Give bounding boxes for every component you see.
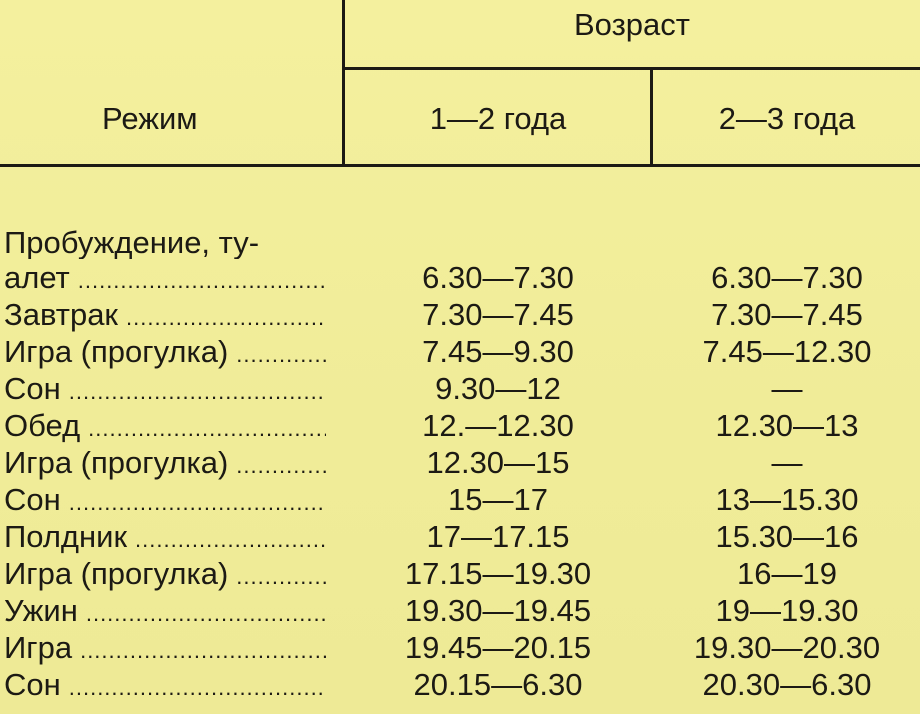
table-row	[0, 629, 920, 666]
table-row	[0, 481, 920, 518]
leader-dots	[69, 669, 326, 706]
time-cell-1-2-years: 7.30—7.45	[422, 297, 574, 332]
divider-vertical-main	[342, 0, 345, 166]
time-cell-1-2-years: 12.30—15	[426, 445, 570, 480]
leader-dots	[78, 262, 326, 299]
time-cell-1-2-years: 19.30—19.45	[404, 593, 592, 628]
table-row	[0, 518, 920, 555]
table-row	[0, 444, 920, 481]
time-cell-2-3-years: —	[771, 445, 803, 480]
activity-cell	[4, 444, 334, 484]
activity-cell	[4, 407, 334, 447]
activity-cell	[4, 333, 334, 373]
activity-cell	[4, 629, 334, 669]
leader-dots	[69, 484, 326, 521]
activity-cell	[4, 227, 334, 259]
time-cell-1-2-years: 17—17.15	[426, 519, 570, 554]
leader-dots	[80, 632, 326, 669]
activity-label: Завтрак	[4, 297, 118, 332]
table-row	[0, 259, 920, 296]
leader-dots	[88, 410, 326, 447]
time-cell-1-2-years: 9.30—12	[435, 371, 561, 406]
time-cell-2-3-years: 20.30—6.30	[702, 667, 872, 702]
time-cell-1-2-years: 19.45—20.15	[404, 630, 592, 665]
time-cell-2-3-years: 16—19	[737, 556, 837, 591]
leader-dots	[236, 447, 326, 484]
leader-dots	[69, 373, 326, 410]
table-row	[0, 296, 920, 333]
leader-dots	[135, 521, 326, 558]
time-cell-2-3-years: 15.30—16	[715, 519, 859, 554]
activity-cell	[4, 666, 334, 706]
divider-vertical-age-columns	[650, 68, 653, 166]
activity-label: Игра (прогулка)	[4, 445, 229, 480]
activity-label: Игра (прогулка)	[4, 334, 229, 369]
leader-dots	[126, 299, 326, 336]
time-cell-1-2-years: 20.15—6.30	[413, 667, 583, 702]
header-mode-label: Режим	[102, 101, 198, 136]
time-cell-2-3-years: 19—19.30	[715, 593, 859, 628]
divider-horizontal-header	[0, 164, 920, 167]
table-row	[0, 592, 920, 629]
activity-label: Обед	[4, 408, 81, 443]
table-row	[0, 333, 920, 370]
activity-label: Пробуждение, ту-	[4, 227, 260, 259]
table-row	[0, 555, 920, 592]
activity-cell	[4, 555, 334, 595]
time-cell-2-3-years: 7.45—12.30	[702, 334, 872, 369]
header-age-label: Возраст	[574, 7, 690, 42]
time-cell-2-3-years: 12.30—13	[715, 408, 859, 443]
header-age-col2-label: 2—3 года	[718, 101, 856, 136]
time-cell-1-2-years: 7.45—9.30	[422, 334, 574, 369]
table-row	[0, 227, 920, 259]
schedule-rows	[0, 227, 920, 703]
time-cell-1-2-years: 12.—12.30	[422, 408, 574, 443]
time-cell-2-3-years: 6.30—7.30	[711, 260, 863, 295]
table-row	[0, 666, 920, 703]
time-cell-2-3-years: 19.30—20.30	[693, 630, 881, 665]
time-cell-2-3-years: —	[771, 371, 803, 406]
activity-label: Игра	[4, 630, 73, 665]
activity-label: алет	[4, 260, 70, 295]
activity-cell	[4, 481, 334, 521]
activity-cell	[4, 518, 334, 558]
activity-label: Сон	[4, 371, 61, 406]
time-cell-2-3-years: 7.30—7.45	[711, 297, 863, 332]
time-cell-1-2-years: 6.30—7.30	[422, 260, 574, 295]
activity-label: Сон	[4, 482, 61, 517]
header-age-col1-label: 1—2 года	[429, 101, 567, 136]
time-cell-1-2-years: 17.15—19.30	[404, 556, 592, 591]
leader-dots	[86, 595, 326, 632]
leader-dots	[236, 336, 326, 373]
time-cell-2-3-years: 13—15.30	[715, 482, 859, 517]
activity-cell	[4, 296, 334, 336]
activity-cell	[4, 592, 334, 632]
divider-horizontal-age	[344, 67, 920, 70]
activity-cell	[4, 259, 334, 299]
activity-label: Полдник	[4, 519, 128, 554]
leader-dots	[236, 558, 326, 595]
table-row	[0, 370, 920, 407]
table-row	[0, 407, 920, 444]
activity-label: Ужин	[4, 593, 78, 628]
activity-cell	[4, 370, 334, 410]
activity-label: Сон	[4, 667, 61, 702]
activity-label: Игра (прогулка)	[4, 556, 229, 591]
time-cell-1-2-years: 15—17	[448, 482, 548, 517]
